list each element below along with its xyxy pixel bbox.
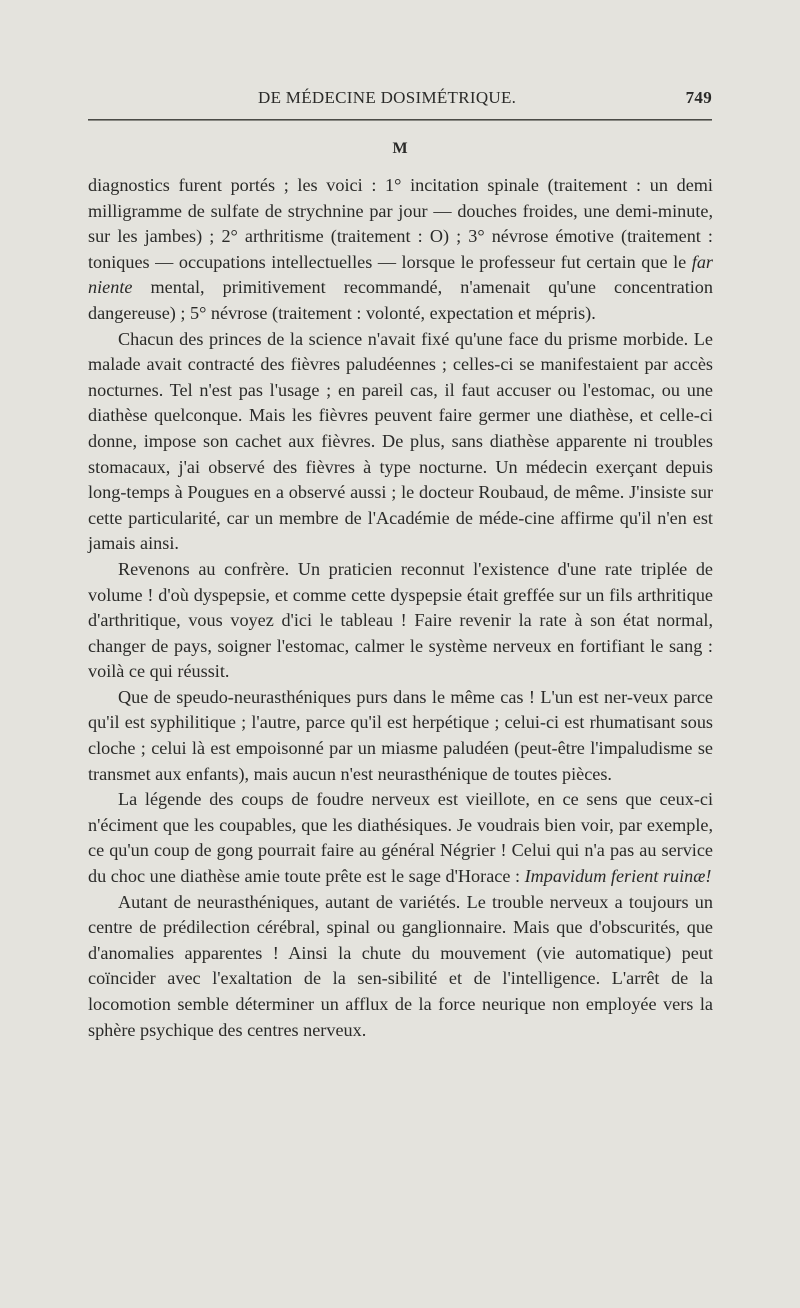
paragraph: Autant de neurasthéniques, autant de variétés. Le trouble nerveux a toujours un centre de prédilection cérébral, spinal ou ganglionnaire. Mais que d'obscurités, que d'anomalies apparentes ! Ainsi la chute du mouvement (vie automatique) peut coïncider avec l'exaltation de la sen-sibilité et de l'intelligence. L'arrêt de la locomotion semble déterminer un afflux de la force neurique non employée vers la sphère psychique des centres nerveux. (88, 891, 713, 1040)
paragraph: diagnostics furent portés ; les voici : 1° incitation spinale (traitement : un demi milligramme de sulfate de strychnine par jour — douches froides, une demi-minute, sur les jambes) ; 2° arthritisme (traitement : O) ; 3° névrose émotive (traitement : toniques — occupations intellectuelles — lorsque le professeur fut certain que le far niente mental, primitivement recommandé, n'amenait qu'une concentration dangereuse) ; 5° névrose (traitement : volonté, expectation et mépris). (88, 175, 713, 323)
page-number: 749 (685, 88, 712, 107)
header-rule (88, 119, 712, 121)
paragraph: Revenons au confrère. Un praticien reconnut l'existence d'une rate triplée de volume ! d'où dyspepsie, et comme cette dyspepsie était greffée sur un fils arthritique d'arthritique, vous voyez d'ici le tableau ! Faire revenir la rate à son état normal, changer de pays, soigner l'estomac, calmer le système nerveux en fortifiant le sang : voilà ce qui réussit. (88, 558, 713, 682)
paragraph: Chacun des princes de la science n'avait fixé qu'une face du prisme morbide. Le malade avait contracté des fièvres paludéennes ; celles-ci se manifestaient par accès nocturnes. Tel n'est pas l'usage ; en pareil cas, il faut accuser ou l'estomac, ou une diathèse quelconque. Mais les fièvres peuvent faire germer une diathèse, et celle-ci donne, impose son cachet aux fièvres. De plus, sans diathèse apparente ni troubles stomacaux, j'ai observé des fièvres à type nocturne. Un médecin exerçant depuis long-temps à Pougues en a observé aussi ; le docteur Roubaud, de même. J'insiste sur cette particularité, car un membre de l'Académie de méde-cine affirme qu'il n'en est jamais ainsi. (88, 328, 713, 554)
body-text (88, 173, 713, 1043)
paragraph: La légende des coups de foudre nerveux est vieillote, en ce sens que ceux-ci n'éciment que les coupables, que les diathésiques. Je voudrais bien voir, par exemple, ce qu'un coup de gong pourrait faire au général Négrier ! Celui qui n'a pas au service du choc une diathèse amie toute prête est le sage d'Horace : Impavidum ferient ruinæ! (88, 789, 713, 887)
running-title: DE MÉDECINE DOSIMÉTRIQUE. (258, 88, 517, 107)
paragraph: Que de speudo-neurasthéniques purs dans le même cas ! L'un est ner-veux parce qu'il est syphilitique ; l'autre, parce qu'il est herpétique ; celui-ci est rhumatisant sous cloche ; celui là est empoisonné par un miasme paludéen (peut-être l'impaludisme se transmet aux enfants), mais aucun n'est neurasthénique de toutes pièces. (88, 686, 713, 784)
signature-mark: M (392, 140, 408, 157)
